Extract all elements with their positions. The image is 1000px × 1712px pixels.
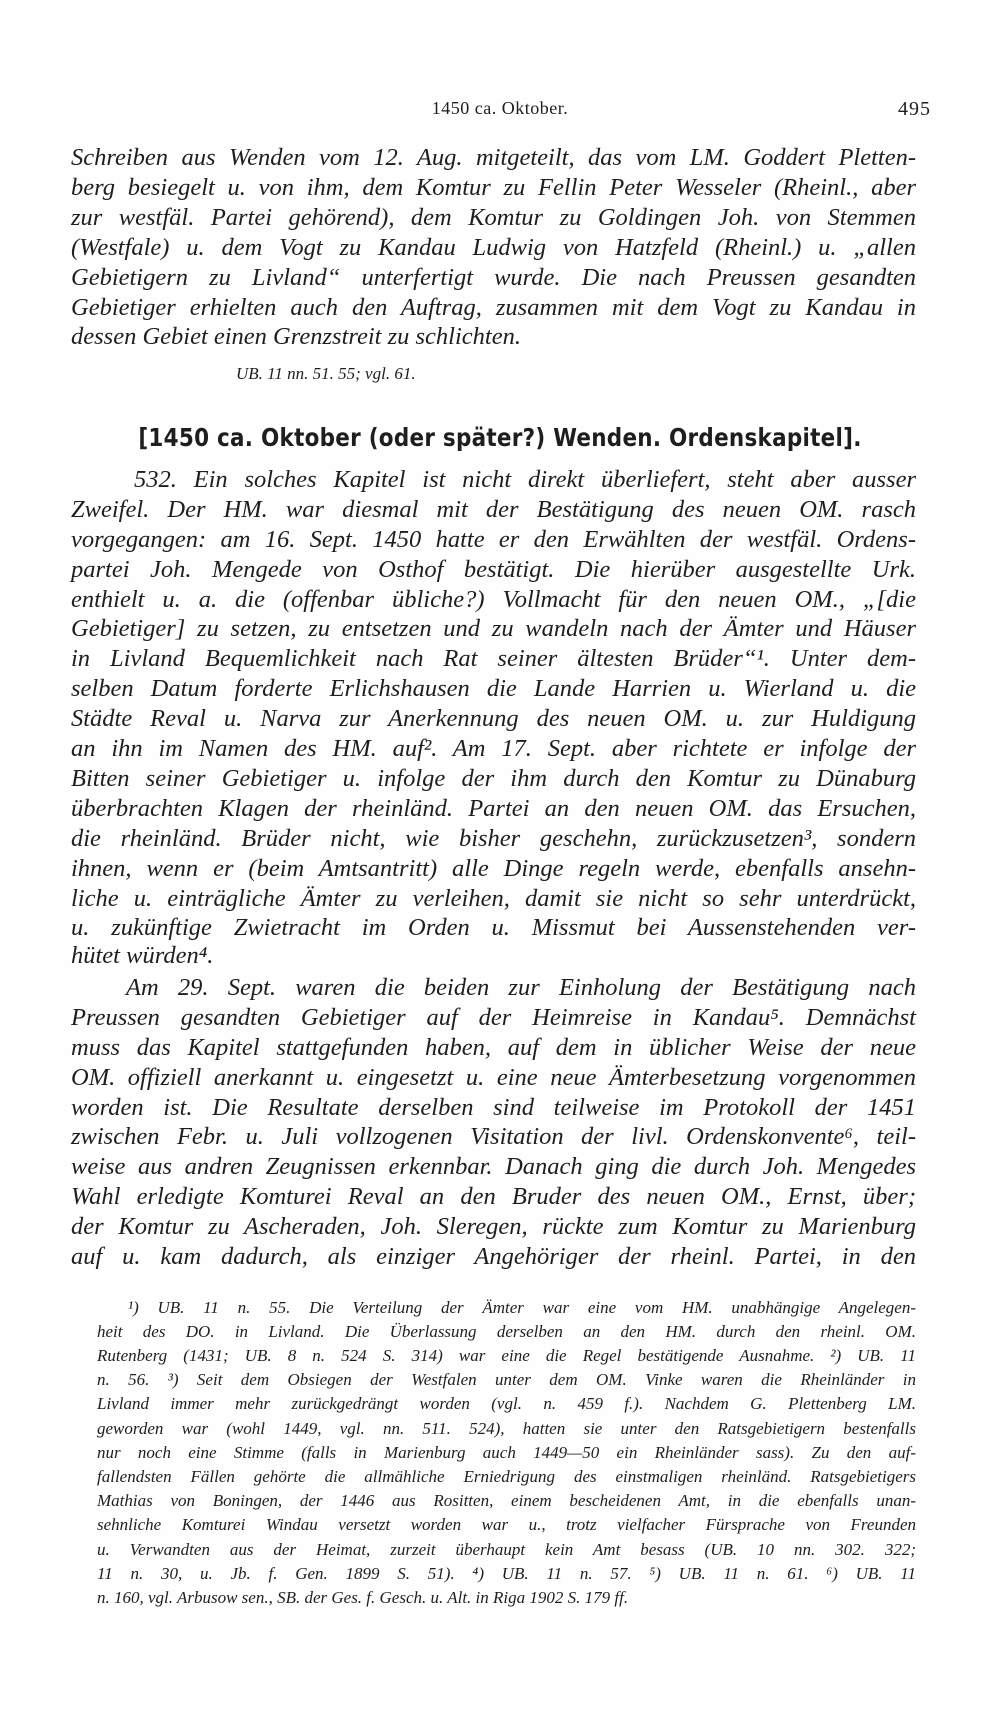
footnote-line: n. 56. ³) Seit dem Obsiegen der Westfalen unter dem OM. Vinke waren die Rheinländer in [97, 1370, 916, 1389]
entry-line: Gebietiger] zu setzen, zu entsetzen und zu wandeln nach der Ämter und Häuser [71, 615, 916, 642]
intro-line: Gebietigern zu Livland“ unterfertigt wurde. Die nach Preussen gesandten [71, 264, 916, 291]
entry-line: Städte Reval u. Narva zur Anerkennung des neuen OM. u. zur Huldigung [71, 705, 916, 732]
footnote-line: nur noch eine Stimme (falls in Marienburg auch 1449—50 ein Rheinländer sass). Zu den auf- [97, 1443, 916, 1462]
entry-line: muss das Kapitel stattgefunden haben, auf dem in üblicher Weise der neue [71, 1034, 916, 1061]
footnote-line: sehnliche Komturei Windau versetzt worden war u., trotz vielfacher Fürsprache von Freunden [97, 1515, 916, 1534]
footnote-line: u. Verwandten aus der Heimat, zurzeit überhaupt kein Amt besass (UB. 10 nn. 302. 322; [97, 1540, 916, 1559]
entry-line: auf u. kam dadurch, als einziger Angehöriger der rheinl. Partei, in den [71, 1243, 916, 1270]
intro-line: dessen Gebiet einen Grenzstreit zu schlichten. [71, 323, 521, 350]
entry-line: Zweifel. Der HM. war diesmal mit der Bestätigung des neuen OM. rasch [71, 496, 916, 523]
entry-line: in Livland Bequemlichkeit nach Rat seiner ältesten Brüder“¹. Unter dem- [71, 645, 916, 672]
footnote-line: Livland immer mehr zurückgedrängt worden (vgl. n. 459 f.). Nachdem G. Plettenberg LM. [97, 1394, 916, 1413]
footnote-line: n. 160, vgl. Arbusow sen., SB. der Ges. f. Gesch. u. Alt. in Riga 1902 S. 179 ff. [97, 1588, 629, 1607]
entry-line: partei Joh. Mengede von Osthof bestätigt. Die hierüber ausgestellte Urk. [71, 556, 916, 583]
entry-line: Preussen gesandten Gebietiger auf der Heimreise in Kandau⁵. Demnächst [71, 1004, 916, 1031]
footnote-line: heit des DO. in Livland. Die Überlassung derselben an den HM. durch den rheinl. OM. [97, 1322, 916, 1341]
entry-line: vorgegangen: am 16. Sept. 1450 hatte er den Erwählten der westfäl. Ordens- [71, 526, 916, 553]
entry-line: enthielt u. a. die (offenbar übliche?) Vollmacht für den neuen OM., „[die [71, 586, 916, 613]
entry-line: OM. offiziell anerkannt u. eingesetzt u. eine neue Ämterbesetzung vorgenommen [71, 1064, 916, 1091]
intro-line: (Westfale) u. dem Vogt zu Kandau Ludwig von Hatzfeld (Rheinl.) u. „allen [71, 234, 916, 261]
entry-line: zwischen Febr. u. Juli vollzogenen Visitation der livl. Ordenskonvente⁶, teil- [71, 1123, 916, 1150]
intro-line: berg besiegelt u. von ihm, dem Komtur zu Fellin Peter Wesseler (Rheinl., aber [71, 174, 916, 201]
footnote-line: 11 n. 30, u. Jb. f. Gen. 1899 S. 51). ⁴) UB. 11 n. 57. ⁵) UB. 11 n. 61. ⁶) UB. 11 [97, 1564, 916, 1583]
entry-line: überbrachten Klagen der rheinländ. Partei an den neuen OM. das Ersuchen, [71, 795, 916, 822]
entry-line: worden ist. Die Resultate derselben sind teilweise im Protokoll der 1451 [71, 1094, 916, 1121]
header-title: 1450 ca. Oktober. [431, 98, 569, 118]
entry-line: weise aus andren Zeugnissen erkennbar. Danach ging die durch Joh. Mengedes [71, 1153, 916, 1180]
intro-reference: UB. 11 nn. 51. 55; vgl. 61. [236, 364, 416, 383]
section-heading: [1450 ca. Oktober (oder später?) Wenden. Ordenskapitel]. [138, 423, 862, 452]
intro-line: Schreiben aus Wenden vom 12. Aug. mitgeteilt, das vom LM. Goddert Pletten- [71, 144, 916, 171]
entry-line: hütet würden⁴. [71, 942, 214, 969]
entry-line: selben Datum forderte Erlichshausen die Lande Harrien u. Wierland u. die [71, 675, 916, 702]
entry-line: die rheinländ. Brüder nicht, wie bisher geschehn, zurückzusetzen³, sondern [71, 825, 916, 852]
intro-line: zur westfäl. Partei gehörend), dem Komtur zu Goldingen Joh. von Stemmen [71, 204, 916, 231]
footnote-line: Rutenberg (1431; UB. 8 n. 524 S. 314) war eine die Regel bestätigende Ausnahme. ²) UB. 11 [97, 1346, 916, 1365]
running-header [0, 98, 1000, 122]
footnote-line: Mathias von Boningen, der 1446 aus Rositten, einem bescheidenen Amt, in die ebenfalls unan- [97, 1491, 916, 1510]
footnote-line: geworden war (wohl 1449, vgl. nn. 511. 524), hatten sie unter den Ratsgebietigern bestenfalls [97, 1419, 916, 1438]
entry-line: 532. Ein solches Kapitel ist nicht direkt überliefert, steht aber ausser [134, 466, 916, 493]
entry-line: an ihn im Namen des HM. auf². Am 17. Sept. aber richtete er infolge der [71, 735, 916, 762]
entry-line: der Komtur zu Ascheraden, Joh. Sleregen, rückte zum Komtur zu Marienburg [71, 1213, 916, 1240]
footnote-line: ¹) UB. 11 n. 55. Die Verteilung der Ämter war eine vom HM. unabhängige Angelegen- [128, 1298, 916, 1317]
entry-line: liche u. einträgliche Ämter zu verleihen, damit sie nicht so sehr unterdrückt, [71, 885, 916, 912]
footnote-line: fallendsten Fällen gehörte die allmähliche Erniedrigung des einstmaligen rheinländ. Ratsgebietigers [97, 1467, 916, 1486]
entry-line: ihnen, wenn er (beim Amtsantritt) alle Dinge regeln werde, ebenfalls ansehn- [71, 855, 916, 882]
entry-line: Am 29. Sept. waren die beiden zur Einholung der Bestätigung nach [126, 974, 916, 1001]
page-number: 495 [898, 98, 931, 120]
entry-line: Bitten seiner Gebietiger u. infolge der ihm durch den Komtur zu Dünaburg [71, 765, 916, 792]
intro-line: Gebietiger erhielten auch den Auftrag, zusammen mit dem Vogt zu Kandau in [71, 294, 916, 321]
entry-line: u. zukünftige Zwietracht im Orden u. Missmut bei Aussenstehenden ver- [71, 914, 916, 941]
entry-line: Wahl erledigte Komturei Reval an den Bruder des neuen OM., Ernst, über; [71, 1183, 916, 1210]
